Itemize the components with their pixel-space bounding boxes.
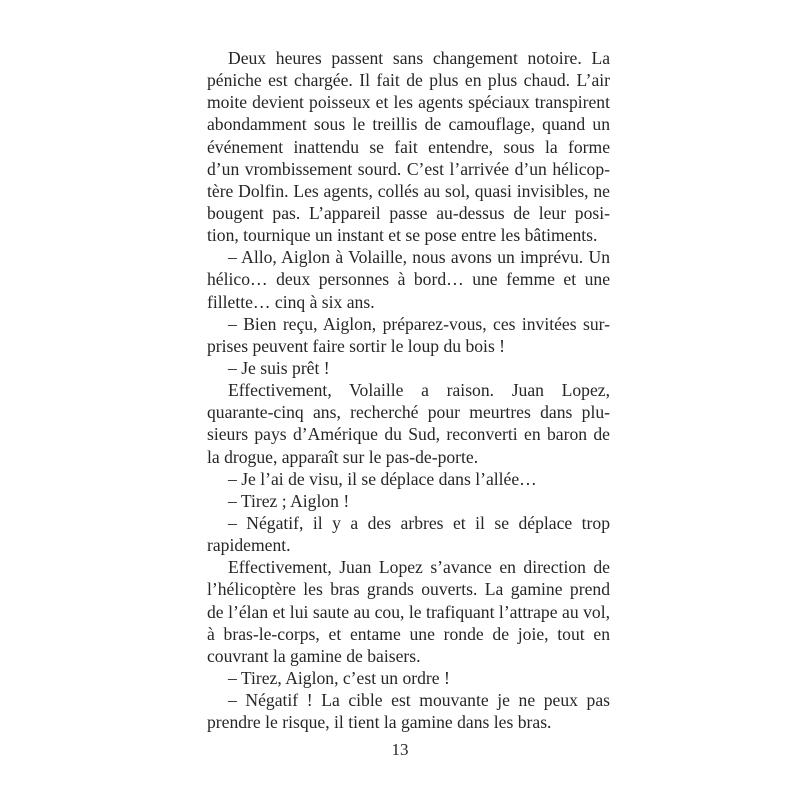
text-line: rapidement. [207, 535, 291, 556]
text-line: prendre le risque, il tient la gamine dans les bras. [207, 712, 552, 733]
text-line: l’hélicoptère les bras grands ouverts. La gamine prend [207, 579, 610, 600]
text-line: – Négatif ! La cible est mouvante je ne peux pas [228, 690, 610, 711]
text-line: – Tirez, Aiglon, c’est un ordre ! [228, 667, 450, 688]
text-line: – Négatif, il y a des arbres et il se déplace trop [228, 512, 610, 533]
text-line: moite devient poisseux et les agents spéciaux transpirent [207, 92, 610, 113]
text-line: Deux heures passent sans changement notoire. La [228, 48, 610, 68]
text-line: à bras-le-corps, et entame une ronde de joie, tout en [207, 623, 610, 644]
text-line: – Je l’ai de visu, il se déplace dans l’allée… [228, 468, 537, 489]
text-line: – Allo, Aiglon à Volaille, nous avons un imprévu. Un [228, 247, 610, 268]
text-line: d’un vrombissement sourd. C’est l’arrivée d’un hélicop- [207, 158, 610, 179]
text-line: tère Dolfin. Les agents, collés au sol, quasi invisibles, ne [207, 180, 610, 201]
text-line: la drogue, apparaît sur le pas-de-porte. [207, 446, 479, 467]
text-line: – Tirez ; Aiglon ! [228, 490, 350, 511]
text-line: – Bien reçu, Aiglon, préparez-vous, ces invitées sur- [228, 313, 610, 334]
text-line: de l’élan et lui saute au cou, le trafiquant l’attrape au vol, [207, 601, 610, 622]
text-line: tion, tournique un instant et se pose entre les bâtiments. [207, 225, 598, 246]
text-line: fillette… cinq à six ans. [207, 291, 375, 312]
text-line: hélico… deux personnes à bord… une femme et une [207, 269, 610, 290]
text-line: quarante-cinq ans, recherché pour meurtres dans plu- [207, 402, 610, 423]
text-line: Effectivement, Juan Lopez s’avance en direction de [228, 557, 610, 578]
text-line: prises peuvent faire sortir le loup du bois ! [207, 335, 506, 356]
text-line: – Je suis prêt ! [228, 357, 330, 378]
text-line: événement inattendu se fait entendre, sous la forme [207, 136, 610, 157]
text-line: péniche est chargée. Il fait de plus en plus chaud. L’air [207, 70, 610, 91]
text-line: couvrant la gamine de baisers. [207, 645, 421, 666]
text-line: sieurs pays d’Amérique du Sud, reconverti en baron de [207, 424, 610, 445]
body-text [207, 47, 610, 733]
text-line: abondamment sous le treillis de camouflage, quand un [207, 114, 610, 135]
text-line: bougent pas. L’appareil passe au-dessus de leur posi- [207, 202, 610, 223]
page-number: 13 [391, 740, 409, 759]
text-line: Effectivement, Volaille a raison. Juan Lopez, [228, 380, 610, 401]
